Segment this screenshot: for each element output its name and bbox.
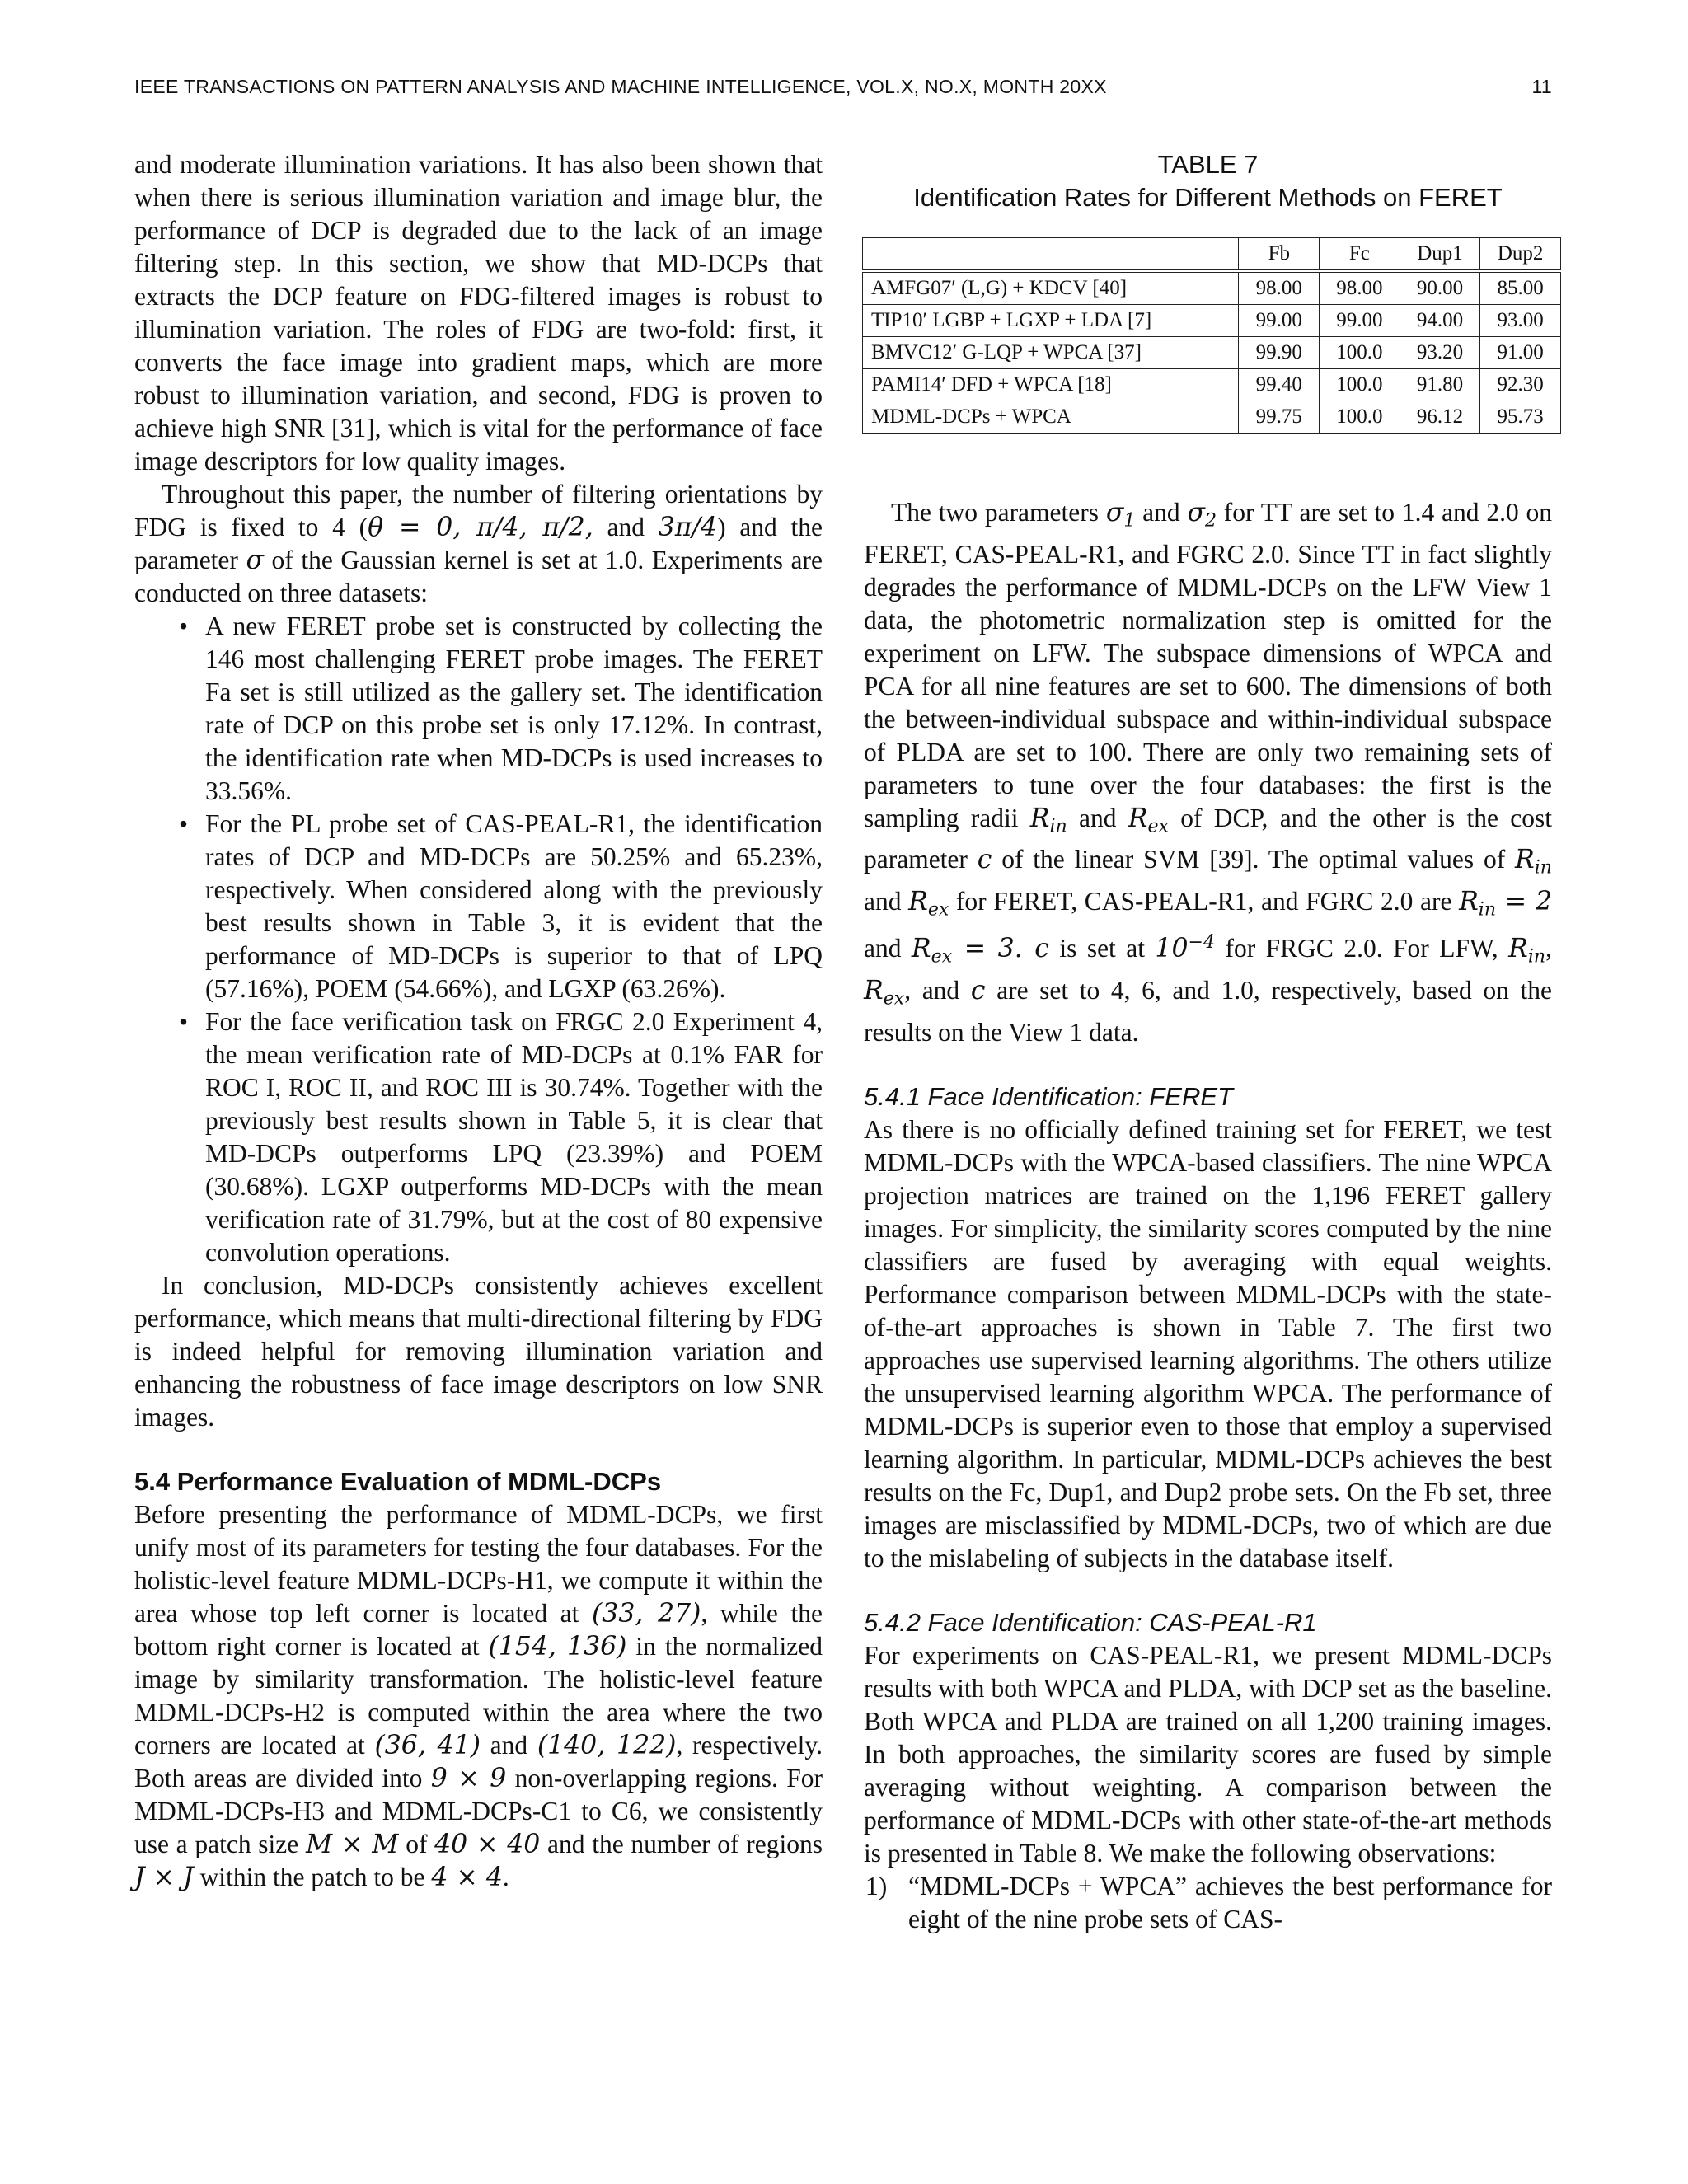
text-run: Throughout this paper, the number of filtering orientations by FDG is fixed to 4 ( (134, 480, 823, 541)
table-header-row (863, 238, 1561, 272)
bullet-icon: • (179, 809, 189, 838)
math-var: c (1022, 934, 1049, 964)
math-coord: (154, 136) (488, 1632, 627, 1661)
math-var: R (864, 976, 884, 1006)
text-run: for FERET, CAS-PEAL-R1, and FGRC 2.0 are (949, 886, 1460, 916)
list-number: 1) (865, 1871, 888, 1900)
value-cell: 93.00 (1480, 305, 1561, 337)
math-coord: (36, 41) (374, 1731, 481, 1760)
table-label: TABLE 7 (1157, 150, 1259, 179)
list-item (134, 1005, 823, 1269)
math-coord: (140, 122) (537, 1731, 677, 1760)
value-cell: 90.00 (1400, 271, 1480, 305)
text-run: and (481, 1731, 537, 1760)
math-exponent: −4 (1188, 932, 1216, 954)
math-var: R (908, 886, 928, 916)
math-subscript: ex (883, 988, 905, 1010)
text-run: are set to 4, 6, and 1.0, respectively, based on the results on the View 1 data. (864, 976, 1552, 1047)
value-cell-best: 95.73 (1480, 401, 1561, 434)
math-var: R (911, 934, 931, 964)
text-run: ) and the parameter (134, 513, 823, 574)
value-cell-best: 100.0 (1320, 337, 1400, 369)
value-cell: 99.40 (1239, 369, 1320, 401)
list-item (134, 610, 823, 808)
math-equation: = 2 (1496, 886, 1553, 916)
text-run: and the number of regions (540, 1830, 823, 1858)
math-var: R (1029, 803, 1050, 833)
running-header (134, 76, 1552, 109)
method-cell: AMFG07′ (L,G) + KDCV [40] (863, 271, 1239, 305)
text-run: and (593, 513, 659, 541)
value-cell: 91.80 (1400, 369, 1480, 401)
table-header-cell: Fb (1239, 238, 1320, 272)
method-cell: BMVC12′ G-LQP + WPCA [37] (863, 337, 1239, 369)
math-equation: = 3. (952, 934, 1023, 964)
value-cell-best: 100.0 (1320, 401, 1400, 434)
text-run: of (398, 1830, 435, 1858)
value-cell-best: 99.90 (1239, 337, 1320, 369)
math-sigma: σ (246, 546, 264, 575)
math-var: R (1508, 934, 1528, 964)
math-var: σ (1105, 498, 1124, 527)
text-run: of the linear SVM [39]. The optimal values of (992, 845, 1515, 874)
dataset-list (134, 610, 823, 1269)
value-cell: 92.30 (1480, 369, 1561, 401)
paragraph-fdg-settings (134, 478, 823, 610)
list-item (134, 808, 823, 1005)
text-run: and (1135, 498, 1188, 527)
list-item-text: A new FERET probe set is constructed by collecting the 146 most challenging FERET probe images. The FERET Fa set is still utilized as the gallery set. The identification rate of DCP on this probe set is only 17.12%. In contrast, the identification rate when MD-DCPs is used increases to 33.56%. (205, 612, 823, 805)
table-header-cell: Dup1 (1400, 238, 1480, 272)
math-subscript: in (1478, 899, 1497, 921)
math-patch-size: 40 × 40 (434, 1830, 541, 1859)
table-header-cell: Fc (1320, 238, 1400, 272)
list-item-text: For the PL probe set of CAS-PEAL-R1, the identification rates of DCP and MD-DCPs are 50.25% and 65.23%, respectively. When considered along with the previously best results shown in Table 3, it is evident that the performance of MD-DCPs is superior to that of LPQ (57.16%), POEM (54.66%), and LGXP (63.26%). (205, 809, 823, 1003)
value-cell: 93.20 (1400, 337, 1480, 369)
method-cell: TIP10′ LGBP + LGXP + LDA [7] (863, 305, 1239, 337)
text-run: of the Gaussian kernel is set at 1.0. Experiments are conducted on three datasets: (134, 546, 823, 607)
list-item-text: For the face verification task on FRGC 2.0 Experiment 4, the mean verification rate of MD-DCPs at 0.1% FAR for ROC I, ROC II, and ROC III is 30.74%. Together with the previously best results shown in Table 5, it is clear that MD-DCPs outperforms LPQ (23.39%) and POEM (30.68%). LGXP outperforms MD-DCPs with the mean verification rate of 31.79%, but at the cost of 80 expensive convolution operations. (205, 1007, 823, 1267)
left-column (134, 148, 823, 1894)
text-run: for TT are set to 1.4 and 2.0 on FERET, CAS-PEAL-R1, and FGRC 2.0. Since TT in fact slightly degrades the performance of MDML-DCPs on the LFW View 1 data, the photometric normalization step is omitted for the experiment on LFW. The subspace dimensions of WPCA and PCA for all nine features are set to 600. The dimensions of both the between-individual subspace and within-individual subspace of PLDA are set to 100. There are only two remaining sets of parameters to tune over the four databases: the first is the sampling radii (864, 498, 1552, 832)
text-run: is set at (1048, 934, 1156, 963)
text-run: non-overlapping regions. For MDML-DCPs-H3 and MDML-DCPs-C1 to C6, we consistently use a patch size (134, 1764, 823, 1858)
math-regions-size: 4 × 4 (431, 1863, 503, 1892)
text-run: and (1067, 803, 1128, 832)
text-run: , (1545, 934, 1552, 963)
math-subscript: 2 (1204, 510, 1217, 532)
text-run: within the patch to be (193, 1863, 432, 1891)
value-cell: 99.00 (1239, 305, 1320, 337)
subsection-heading-caspeal: 5.4.2 Face Identification: CAS-PEAL-R1 (864, 1607, 1317, 1637)
text-run: , and (904, 976, 971, 1005)
journal-title: IEEE TRANSACTIONS ON PATTERN ANALYSIS AND MACHINE INTELLIGENCE, VOL.X, NO.X, MONTH 20XX (134, 76, 1107, 97)
text-run: . (502, 1863, 509, 1891)
math-subscript: ex (931, 947, 953, 968)
text-run: , respectively. Both areas are divided into (134, 1731, 823, 1793)
text-run: , while the bottom right corner is located at (134, 1599, 823, 1661)
bullet-icon: • (179, 612, 189, 640)
math-3pi4: 3π/4 (658, 513, 718, 542)
text-run: of DCP, and the other is the cost parameter (864, 803, 1552, 874)
math-subscript: in (1534, 857, 1552, 879)
page-number: 11 (1531, 76, 1552, 97)
subsection-heading-feret: 5.4.1 Face Identification: FERET (864, 1081, 1233, 1111)
value-cell: 91.00 (1480, 337, 1561, 369)
text-run: The two parameters (891, 498, 1106, 527)
value-cell: 85.00 (1480, 271, 1561, 305)
math-regions: J × J (134, 1863, 194, 1892)
math-patch: M × M (305, 1830, 399, 1859)
method-cell: PAMI14′ DFD + WPCA [18] (863, 369, 1239, 401)
right-column (864, 148, 1552, 1936)
observation-list (864, 1870, 1552, 1936)
math-theta: θ = 0, π/4, π/2, (368, 513, 593, 542)
value-cell-best: 100.0 (1320, 369, 1400, 401)
paragraph-feret: As there is no officially defined training set for FERET, we test MDML-DCPs with the WPCA-based classifiers. The nine WPCA projection matrices are trained on the 1,196 FERET gallery images. For simplicity, the similarity scores computed by the nine classifiers are fused by averaging with equal weights. Performance comparison between MDML-DCPs with the state-of-the-art approaches is shown in Table 7. The first two approaches use supervised learning algorithms. The others utilize the unsupervised learning algorithm WPCA. The performance of MDML-DCPs is superior even to those that employ a supervised learning algorithm. In particular, MDML-DCPs achieves the best results on the Fc, Dup1, and Dup2 probe sets. On the Fb set, three images are misclassified by MDML-DCPs, two of which are due to the mislabeling of subjects in the database itself. (864, 1114, 1552, 1572)
table-row (863, 271, 1561, 305)
value-cell: 99.00 (1320, 305, 1400, 337)
bullet-icon: • (179, 1007, 189, 1036)
table-header-cell: Dup2 (1480, 238, 1561, 272)
text-run: Before presenting the performance of MDML-DCPs, we first unify most of its parameters for testing the four databases. For the holistic-level feature MDML-DCPs-H1, we compute it within the area whose top left corner is located at (134, 1500, 823, 1628)
math-var: R (1128, 803, 1148, 833)
results-table (862, 237, 1561, 434)
text-run: in the normalized image by similarity transformation. The holistic-level feature MDML-DCPs-H2 is computed within the area where the two corners are located at (134, 1632, 823, 1760)
section-heading: 5.4 Performance Evaluation of MDML-DCPs (134, 1467, 662, 1496)
math-subscript: in (1527, 947, 1546, 968)
method-cell: MDML-DCPs + WPCA (863, 401, 1239, 434)
table-caption: Identification Rates for Different Methods on FERET (913, 183, 1503, 212)
math-var: c (970, 976, 986, 1006)
table-row (863, 401, 1561, 434)
list-item (864, 1870, 1552, 1936)
math-coord: (33, 27) (591, 1599, 701, 1629)
paragraph-parameters (134, 1498, 823, 1894)
text-run: and (864, 934, 912, 963)
math-var: R (1515, 845, 1535, 875)
table-header-empty (863, 238, 1239, 272)
value-cell: 99.75 (1239, 401, 1320, 434)
list-item-text: “MDML-DCPs + WPCA” achieves the best performance for eight of the nine probe sets of CAS- (908, 1871, 1552, 1933)
math-var: R (1459, 886, 1479, 916)
table-row (863, 337, 1561, 369)
table-row (863, 305, 1561, 337)
paragraph-conclusion: In conclusion, MD-DCPs consistently achieves excellent performance, which means that multi-directional filtering by FDG is indeed helpful for removing illumination variation and enhancing the robustness of face image descriptors on low SNR images. (134, 1271, 823, 1432)
math-subscript: ex (1147, 816, 1169, 837)
paragraph-tt-parameters (864, 496, 1552, 1049)
value-cell: 94.00 (1400, 305, 1480, 337)
math-subscript: 1 (1123, 510, 1136, 532)
text-run: and (864, 886, 909, 916)
paragraph-continuation: and moderate illumination variations. It has also been shown that when there is serious illumination variation and image blur, the performance of DCP is degraded due to the lack of an image filtering step. In this section, we show that MD-DCPs that extracts the DCP feature on FDG-filtered images is robust to illumination variation. The roles of FDG are two-fold: first, it converts the face image into gradient maps, which are more robust to illumination variation, and second, FDG is proven to achieve high SNR [31], which is vital for the performance of face image descriptors for low quality images. (134, 150, 823, 476)
value-cell-best: 96.12 (1400, 401, 1480, 434)
text-run: for FRGC 2.0. For LFW, (1215, 934, 1509, 963)
table-row (863, 369, 1561, 401)
value-cell: 98.00 (1239, 271, 1320, 305)
math-base: 10 (1155, 934, 1189, 964)
math-var: σ (1187, 498, 1205, 527)
value-cell: 98.00 (1320, 271, 1400, 305)
math-grid: 9 × 9 (430, 1764, 507, 1793)
math-var: c (977, 845, 992, 875)
math-subscript: in (1049, 816, 1067, 837)
math-subscript: ex (927, 899, 950, 921)
paragraph-caspeal: For experiments on CAS-PEAL-R1, we present MDML-DCPs results with both WPCA and PLDA, with DCP set as the baseline. Both WPCA and PLDA are trained on all 1,200 training images. In both approaches, the similarity scores are fused by simple averaging without weighting. A comparison between the performance of MDML-DCPs with other state-of-the-art methods is presented in Table 8. We make the following observations: (864, 1640, 1552, 1868)
